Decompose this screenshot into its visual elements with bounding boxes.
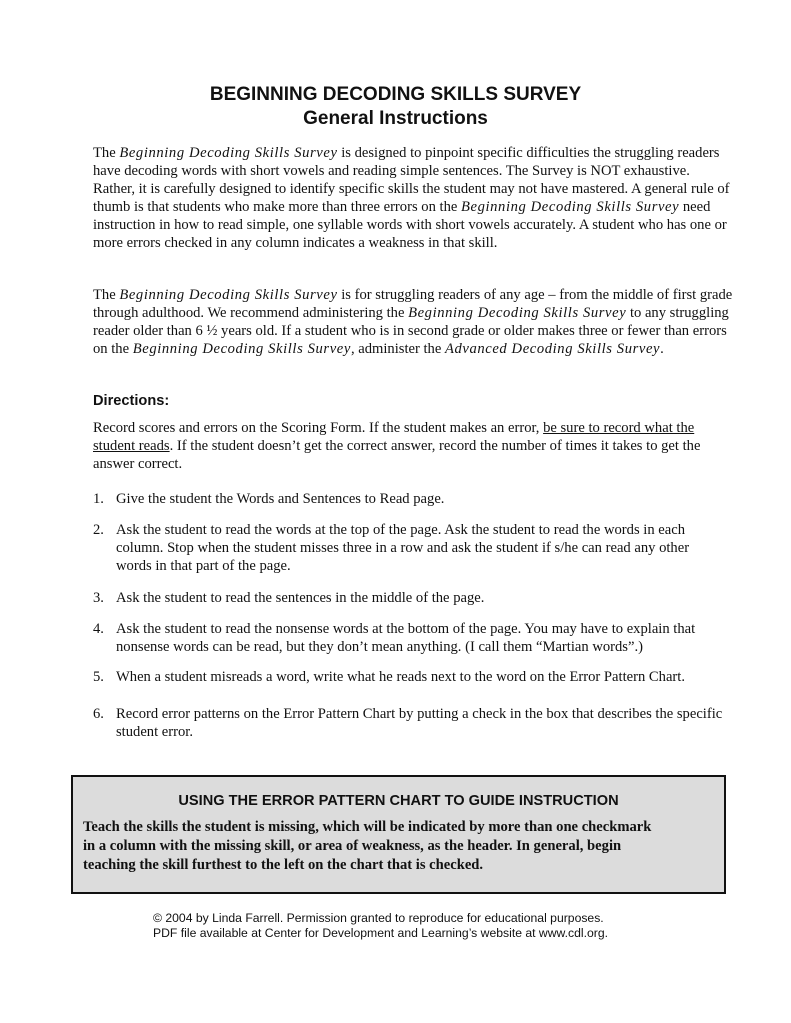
- list-item-number: 1.: [93, 491, 104, 507]
- list-item-number: 5.: [93, 669, 104, 685]
- directions-heading: Directions:: [93, 393, 170, 409]
- list-item-text: Ask the student to read the words at the top of the page. Ask the student to read the words in each column. Stop when the student misses three in a row and ask the student if s/he can read any other words in that part of the page.: [116, 522, 690, 574]
- directions-paragraph: Record scores and errors on the Scoring Form. If the student makes an error, be sure to record what the student reads. If the student doesn’t get the correct answer, record the number of times it takes to get the answer correct.: [93, 420, 701, 472]
- advanced-survey-ref: Advanced Decoding Skills Survey: [444, 341, 661, 357]
- callout-line: in a column with the missing skill, or area of weakness, as the header. In general, begin: [83, 838, 622, 854]
- list-item-text: Record error patterns on the Error Pattern Chart by putting a check in the box that describes the specific student error.: [116, 706, 723, 740]
- survey-title-ref: Beginning Decoding Skills Survey: [132, 341, 351, 357]
- survey-title-ref: Beginning Decoding Skills Survey: [461, 199, 680, 215]
- list-item-number: 4.: [93, 621, 104, 637]
- callout-line: teaching the skill furthest to the left on the chart that is checked.: [83, 857, 484, 873]
- copyright-footer: [153, 911, 608, 941]
- footer-line: © 2004 by Linda Farrell. Permission granted to reproduce for educational purposes.: [153, 911, 604, 925]
- survey-title-ref: Beginning Decoding Skills Survey: [119, 145, 338, 161]
- callout-line: Teach the skills the student is missing, which will be indicated by more than one checkmark: [83, 819, 652, 835]
- intro-paragraph-1: The Beginning Decoding Skills Survey is designed to pinpoint specific difficulties the struggling readers have decoding words with short vowels and reading simple sentences. The Survey is NOT exhaustive. Rather, it is carefully designed to identify specific skills the student may not have mastered. A general rule of thumb is that students who make more than three errors on the Beginning Decoding Skills Survey need instruction in how to read simple, one syllable words with short vowels accurately. A student who has one or more errors checked in any column indicates a weakness in that skill.: [93, 145, 730, 251]
- list-item-number: 6.: [93, 706, 104, 722]
- intro-paragraph-2: The Beginning Decoding Skills Survey is for struggling readers of any age – from the middle of first grade through adulthood. We recommend administering the Beginning Decoding Skills Survey to any struggling reader older than 6 ½ years old. If a student who is in second grade or older makes three or fewer than errors on the Beginning Decoding Skills Survey, administer the Advanced Decoding Skills Survey.: [93, 287, 733, 357]
- list-item-text: Ask the student to read the nonsense words at the bottom of the page. You may have to explain that nonsense words can be read, but they don’t mean anything. (I call them “Martian words”.): [116, 621, 696, 655]
- list-item-text: Give the student the Words and Sentences to Read page.: [116, 491, 445, 507]
- list-item-text: When a student misreads a word, write what he reads next to the word on the Error Pattern Chart.: [116, 669, 685, 685]
- survey-title-ref: Beginning Decoding Skills Survey: [408, 305, 627, 321]
- page-subtitle: General Instructions: [303, 108, 488, 129]
- list-item-number: 2.: [93, 522, 104, 538]
- page-title: BEGINNING DECODING SKILLS SURVEY: [209, 84, 582, 105]
- footer-line: PDF file available at Center for Development and Learning’s website at www.cdl.org.: [153, 926, 609, 940]
- callout-body: [83, 818, 703, 875]
- survey-title-ref: Beginning Decoding Skills Survey: [119, 287, 338, 303]
- list-item-number: 3.: [93, 590, 104, 606]
- emphasis-underline: be sure to record what the student reads: [93, 420, 695, 454]
- instruction-callout-box: [71, 775, 726, 894]
- callout-heading: USING THE ERROR PATTERN CHART TO GUIDE INSTRUCTION: [178, 793, 619, 809]
- list-item-text: Ask the student to read the sentences in the middle of the page.: [116, 590, 485, 606]
